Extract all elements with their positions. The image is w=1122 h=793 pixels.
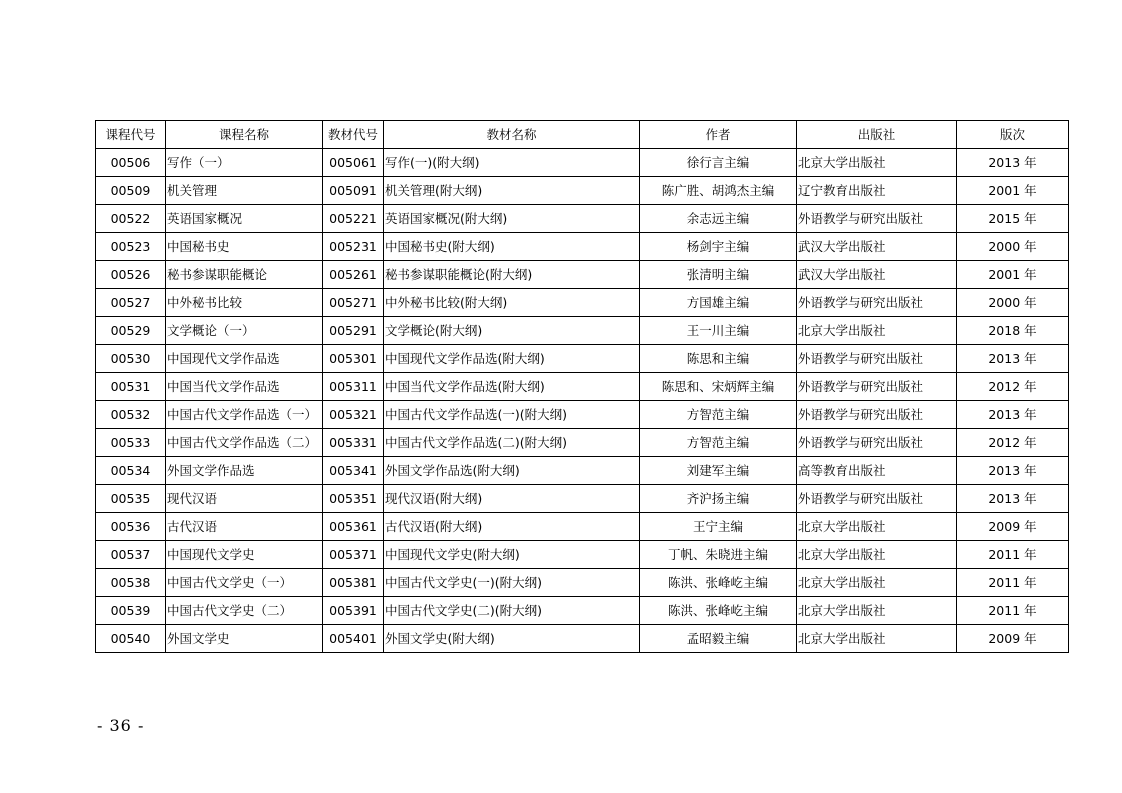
- cell-course-code: 00522: [96, 205, 166, 233]
- cell-edition: 2012 年: [957, 373, 1069, 401]
- header-course-code: 课程代号: [96, 121, 166, 149]
- cell-edition: 2011 年: [957, 541, 1069, 569]
- cell-textbook-name: 外国文学作品选(附大纲): [384, 457, 640, 485]
- cell-author: 陈思和、宋炳辉主编: [640, 373, 797, 401]
- cell-course-name: 中国古代文学史（二）: [166, 597, 323, 625]
- cell-textbook-name: 中国当代文学作品选(附大纲): [384, 373, 640, 401]
- table-row: [96, 401, 1069, 429]
- table-row: [96, 485, 1069, 513]
- table-header-row: [96, 121, 1069, 149]
- cell-textbook-name: 中国古代文学作品选(一)(附大纲): [384, 401, 640, 429]
- header-author: 作者: [640, 121, 797, 149]
- cell-edition: 2001 年: [957, 177, 1069, 205]
- textbook-table: [95, 120, 1069, 653]
- cell-course-name: 外国文学作品选: [166, 457, 323, 485]
- cell-author: 方国雄主编: [640, 289, 797, 317]
- cell-course-code: 00538: [96, 569, 166, 597]
- cell-edition: 2013 年: [957, 149, 1069, 177]
- cell-textbook-name: 古代汉语(附大纲): [384, 513, 640, 541]
- cell-author: 陈洪、张峰屹主编: [640, 597, 797, 625]
- cell-author: 刘建军主编: [640, 457, 797, 485]
- cell-course-code: 00530: [96, 345, 166, 373]
- cell-course-name: 英语国家概况: [166, 205, 323, 233]
- cell-textbook-name: 外国文学史(附大纲): [384, 625, 640, 653]
- cell-course-code: 00536: [96, 513, 166, 541]
- cell-author: 孟昭毅主编: [640, 625, 797, 653]
- cell-edition: 2015 年: [957, 205, 1069, 233]
- cell-textbook-code: 005391: [323, 597, 384, 625]
- cell-textbook-name: 现代汉语(附大纲): [384, 485, 640, 513]
- table-row: [96, 569, 1069, 597]
- table-body: [96, 149, 1069, 653]
- table-row: [96, 373, 1069, 401]
- cell-textbook-code: 005291: [323, 317, 384, 345]
- cell-textbook-code: 005361: [323, 513, 384, 541]
- cell-course-code: 00537: [96, 541, 166, 569]
- cell-course-code: 00529: [96, 317, 166, 345]
- header-edition: 版次: [957, 121, 1069, 149]
- cell-textbook-name: 中国现代文学史(附大纲): [384, 541, 640, 569]
- cell-publisher: 北京大学出版社: [797, 541, 957, 569]
- cell-publisher: 外语教学与研究出版社: [797, 373, 957, 401]
- cell-textbook-code: 005061: [323, 149, 384, 177]
- cell-publisher: 北京大学出版社: [797, 625, 957, 653]
- cell-course-name: 中国古代文学史（一）: [166, 569, 323, 597]
- cell-textbook-name: 写作(一)(附大纲): [384, 149, 640, 177]
- cell-textbook-name: 机关管理(附大纲): [384, 177, 640, 205]
- cell-publisher: 武汉大学出版社: [797, 233, 957, 261]
- cell-course-name: 机关管理: [166, 177, 323, 205]
- cell-author: 徐行言主编: [640, 149, 797, 177]
- cell-textbook-code: 005221: [323, 205, 384, 233]
- cell-edition: 2013 年: [957, 485, 1069, 513]
- cell-edition: 2000 年: [957, 289, 1069, 317]
- cell-textbook-name: 中国秘书史(附大纲): [384, 233, 640, 261]
- cell-course-name: 写作（一）: [166, 149, 323, 177]
- table-row: [96, 177, 1069, 205]
- cell-author: 张清明主编: [640, 261, 797, 289]
- cell-course-name: 古代汉语: [166, 513, 323, 541]
- cell-course-code: 00534: [96, 457, 166, 485]
- cell-publisher: 武汉大学出版社: [797, 261, 957, 289]
- header-textbook-code: 教材代号: [323, 121, 384, 149]
- cell-textbook-code: 005331: [323, 429, 384, 457]
- cell-course-name: 中国古代文学作品选（二）: [166, 429, 323, 457]
- cell-course-name: 文学概论（一）: [166, 317, 323, 345]
- cell-textbook-code: 005401: [323, 625, 384, 653]
- cell-publisher: 北京大学出版社: [797, 317, 957, 345]
- cell-publisher: 北京大学出版社: [797, 149, 957, 177]
- cell-textbook-code: 005231: [323, 233, 384, 261]
- cell-course-name: 中国现代文学作品选: [166, 345, 323, 373]
- cell-author: 丁帆、朱晓进主编: [640, 541, 797, 569]
- cell-edition: 2013 年: [957, 457, 1069, 485]
- cell-course-code: 00539: [96, 597, 166, 625]
- cell-publisher: 北京大学出版社: [797, 569, 957, 597]
- cell-course-code: 00509: [96, 177, 166, 205]
- header-publisher: 出版社: [797, 121, 957, 149]
- table-row: [96, 149, 1069, 177]
- table-row: [96, 457, 1069, 485]
- cell-textbook-name: 中国古代文学史(一)(附大纲): [384, 569, 640, 597]
- cell-textbook-code: 005271: [323, 289, 384, 317]
- cell-edition: 2011 年: [957, 597, 1069, 625]
- table-row: [96, 289, 1069, 317]
- cell-publisher: 外语教学与研究出版社: [797, 485, 957, 513]
- cell-textbook-name: 英语国家概况(附大纲): [384, 205, 640, 233]
- cell-author: 方智范主编: [640, 429, 797, 457]
- cell-author: 方智范主编: [640, 401, 797, 429]
- cell-publisher: 外语教学与研究出版社: [797, 429, 957, 457]
- cell-course-name: 外国文学史: [166, 625, 323, 653]
- table-row: [96, 317, 1069, 345]
- cell-textbook-name: 中国古代文学史(二)(附大纲): [384, 597, 640, 625]
- cell-course-name: 中国当代文学作品选: [166, 373, 323, 401]
- cell-textbook-code: 005261: [323, 261, 384, 289]
- cell-course-name: 中国古代文学作品选（一）: [166, 401, 323, 429]
- cell-course-code: 00532: [96, 401, 166, 429]
- page-number: - 36 -: [97, 716, 145, 735]
- cell-textbook-code: 005341: [323, 457, 384, 485]
- table-row: [96, 597, 1069, 625]
- cell-course-name: 中国秘书史: [166, 233, 323, 261]
- cell-publisher: 外语教学与研究出版社: [797, 401, 957, 429]
- cell-textbook-code: 005371: [323, 541, 384, 569]
- cell-edition: 2013 年: [957, 401, 1069, 429]
- table-row: [96, 429, 1069, 457]
- cell-author: 陈思和主编: [640, 345, 797, 373]
- table-row: [96, 261, 1069, 289]
- cell-course-name: 中国现代文学史: [166, 541, 323, 569]
- table-row: [96, 541, 1069, 569]
- cell-edition: 2012 年: [957, 429, 1069, 457]
- header-course-name: 课程名称: [166, 121, 323, 149]
- cell-publisher: 辽宁教育出版社: [797, 177, 957, 205]
- cell-publisher: 外语教学与研究出版社: [797, 205, 957, 233]
- cell-author: 王宁主编: [640, 513, 797, 541]
- cell-course-code: 00531: [96, 373, 166, 401]
- cell-publisher: 高等教育出版社: [797, 457, 957, 485]
- cell-textbook-name: 中外秘书比较(附大纲): [384, 289, 640, 317]
- table-row: [96, 233, 1069, 261]
- cell-edition: 2013 年: [957, 345, 1069, 373]
- cell-course-code: 00533: [96, 429, 166, 457]
- cell-course-code: 00527: [96, 289, 166, 317]
- cell-author: 王一川主编: [640, 317, 797, 345]
- cell-textbook-code: 005311: [323, 373, 384, 401]
- cell-author: 齐沪扬主编: [640, 485, 797, 513]
- cell-course-name: 现代汉语: [166, 485, 323, 513]
- cell-course-code: 00540: [96, 625, 166, 653]
- cell-course-code: 00535: [96, 485, 166, 513]
- cell-edition: 2018 年: [957, 317, 1069, 345]
- cell-textbook-name: 中国古代文学作品选(二)(附大纲): [384, 429, 640, 457]
- cell-author: 余志远主编: [640, 205, 797, 233]
- cell-textbook-name: 文学概论(附大纲): [384, 317, 640, 345]
- cell-author: 陈洪、张峰屹主编: [640, 569, 797, 597]
- cell-textbook-code: 005381: [323, 569, 384, 597]
- cell-textbook-name: 中国现代文学作品选(附大纲): [384, 345, 640, 373]
- cell-edition: 2009 年: [957, 625, 1069, 653]
- table-row: [96, 345, 1069, 373]
- cell-course-code: 00506: [96, 149, 166, 177]
- cell-publisher: 外语教学与研究出版社: [797, 345, 957, 373]
- header-textbook-name: 教材名称: [384, 121, 640, 149]
- cell-edition: 2011 年: [957, 569, 1069, 597]
- cell-edition: 2009 年: [957, 513, 1069, 541]
- cell-edition: 2001 年: [957, 261, 1069, 289]
- cell-author: 杨剑宇主编: [640, 233, 797, 261]
- table-row: [96, 513, 1069, 541]
- cell-textbook-code: 005091: [323, 177, 384, 205]
- table-row: [96, 625, 1069, 653]
- cell-author: 陈广胜、胡鸿杰主编: [640, 177, 797, 205]
- cell-textbook-name: 秘书参谋职能概论(附大纲): [384, 261, 640, 289]
- cell-publisher: 北京大学出版社: [797, 513, 957, 541]
- cell-publisher: 外语教学与研究出版社: [797, 289, 957, 317]
- cell-textbook-code: 005321: [323, 401, 384, 429]
- cell-publisher: 北京大学出版社: [797, 597, 957, 625]
- table-row: [96, 205, 1069, 233]
- cell-course-name: 秘书参谋职能概论: [166, 261, 323, 289]
- cell-course-code: 00526: [96, 261, 166, 289]
- cell-textbook-code: 005351: [323, 485, 384, 513]
- cell-edition: 2000 年: [957, 233, 1069, 261]
- cell-textbook-code: 005301: [323, 345, 384, 373]
- cell-course-code: 00523: [96, 233, 166, 261]
- cell-course-name: 中外秘书比较: [166, 289, 323, 317]
